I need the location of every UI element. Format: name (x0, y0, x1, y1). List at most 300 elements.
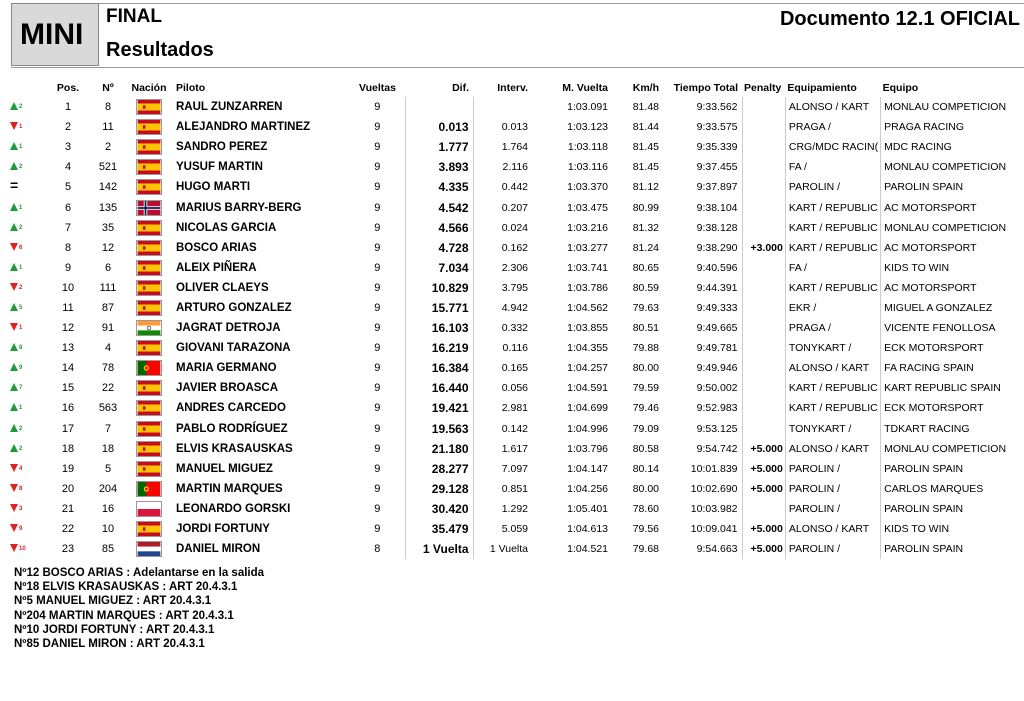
cell-nation (128, 419, 170, 439)
cell-penalty: +3.000 (742, 238, 785, 258)
cell-team: MDC RACING (881, 137, 1008, 157)
cell-total-time: 9:49.665 (696, 322, 738, 335)
cell-laps: 9 (374, 241, 381, 254)
cell-number: 16 (88, 499, 128, 519)
table-row (8, 258, 1008, 278)
document-number: Documento 12.1 OFICIAL (779, 8, 1020, 30)
category-logo-text: MINI (20, 18, 84, 51)
cell-interval: 1.292 (473, 499, 532, 519)
spain-flag-icon (136, 181, 162, 193)
cell-number: 18 (101, 442, 115, 455)
race-notes (14, 566, 264, 651)
spain-flag-icon (136, 422, 162, 434)
cell-number: 91 (101, 322, 115, 335)
cell-diff: 19.421 (405, 398, 473, 418)
cell-team: PAROLIN SPAIN (881, 499, 1008, 519)
cell-diff: 29.128 (405, 479, 473, 499)
document-header (0, 0, 1024, 68)
cell-speed: 79.56 (632, 523, 659, 536)
position-down-icon (10, 283, 18, 291)
cell-driver: JORDI FORTUNY (176, 523, 270, 536)
spain-flag-icon (136, 382, 162, 394)
cell-penalty (742, 318, 785, 338)
cell-team: ECK MOTORSPORT (884, 402, 984, 415)
cell-laps: 9 (374, 322, 381, 335)
position-up-icon (10, 383, 18, 391)
cell-movement (8, 419, 48, 439)
col-laps: Vueltas (359, 81, 396, 94)
position-up-icon (10, 444, 18, 452)
cell-movement (8, 398, 48, 418)
cell-diff: 35.479 (405, 519, 473, 539)
cell-best-lap: 1:04.355 (532, 338, 612, 358)
cell-equipment: KART / REPUBLIC (785, 398, 880, 418)
position-down-icon (10, 464, 18, 472)
position-change-count: 1 (19, 204, 23, 211)
cell-number: 204 (98, 482, 118, 495)
cell-speed: 81.45 (632, 161, 659, 174)
cell-nation (128, 378, 170, 398)
cell-interval (473, 97, 532, 117)
position-up-icon (10, 162, 18, 170)
cell-speed: 81.45 (612, 137, 663, 157)
cell-best-lap: 1:03.116 (567, 161, 608, 174)
cell-team: PAROLIN SPAIN (881, 177, 1008, 197)
cell-driver: ANDRES CARCEDO (176, 402, 286, 415)
cell-interval: 0.056 (473, 378, 532, 398)
cell-interval: 0.332 (501, 322, 528, 335)
position-change-count: 8 (19, 345, 23, 352)
cell-best-lap: 1:04.591 (532, 378, 612, 398)
position-down-icon (10, 122, 18, 130)
cell-laps: 9 (350, 459, 405, 479)
cell-diff: 4.542 (405, 197, 473, 217)
cell-number: 12 (101, 241, 115, 254)
position-down-icon (10, 243, 18, 251)
cell-interval: 7.097 (473, 459, 532, 479)
cell-equipment: CRG/MDC RACIN( (785, 137, 880, 157)
cell-speed: 79.09 (612, 419, 663, 439)
cell-movement (8, 137, 48, 157)
session-subtitle: Resultados (106, 39, 214, 61)
cell-number: 78 (101, 362, 115, 375)
table-row (8, 238, 1008, 258)
india-flag-icon (136, 322, 162, 334)
cell-interval: 0.142 (473, 419, 532, 439)
cell-interval: 2.116 (502, 161, 528, 174)
norway-flag-icon (136, 201, 162, 213)
cell-laps: 9 (374, 201, 381, 214)
header-bottom-rule (11, 67, 1024, 68)
cell-interval: 0.851 (501, 482, 528, 495)
cell-total-time: 9:37.455 (696, 161, 738, 174)
cell-movement (8, 358, 48, 378)
cell-penalty (742, 197, 785, 217)
cell-interval: 0.442 (473, 177, 532, 197)
cell-pos: 1 (48, 97, 88, 117)
cell-total-time: 9:33.562 (663, 97, 742, 117)
position-up-icon (10, 403, 18, 411)
cell-pos: 17 (48, 419, 88, 439)
table-row (8, 398, 1008, 418)
cell-equipment: PAROLIN / (785, 459, 880, 479)
position-change-count: 1 (19, 264, 23, 271)
cell-interval: 0.207 (501, 201, 528, 214)
position-change-count: 1 (19, 405, 23, 412)
cell-speed: 80.99 (632, 201, 659, 214)
cell-equipment: KART / REPUBLIC (785, 218, 880, 238)
spain-flag-icon (136, 222, 162, 234)
cell-movement (8, 117, 48, 137)
cell-movement (8, 318, 48, 338)
cell-diff: 16.103 (405, 318, 473, 338)
cell-diff: 3.893 (405, 157, 473, 177)
cell-pos: 6 (64, 201, 72, 214)
note-line: Nº204 MARTIN MARQUES : ART 20.4.3.1 (14, 609, 234, 622)
cell-number: 521 (98, 161, 118, 174)
cell-movement (8, 278, 48, 298)
table-row (8, 358, 1008, 378)
cell-penalty (742, 338, 785, 358)
cell-best-lap: 1:03.475 (567, 201, 608, 214)
cell-diff: 0.013 (405, 117, 473, 137)
cell-number: 22 (88, 378, 128, 398)
cell-number: 87 (88, 298, 128, 318)
spain-flag-icon (136, 443, 162, 455)
cell-nation (128, 197, 170, 217)
cell-driver: ELVIS KRASAUSKAS (176, 442, 293, 455)
position-change-count: 2 (19, 425, 23, 432)
cell-equipment: PAROLIN / (785, 177, 880, 197)
cell-driver: YUSUF MARTIN (176, 161, 263, 174)
cell-total-time: 9:38.128 (663, 218, 742, 238)
cell-speed: 79.88 (612, 338, 663, 358)
cell-laps: 9 (350, 177, 405, 197)
cell-equipment: FA / (785, 258, 880, 278)
cell-diff: 28.277 (405, 459, 473, 479)
cell-best-lap: 1:05.401 (532, 499, 612, 519)
cell-nation (128, 238, 170, 258)
cell-speed: 80.00 (632, 482, 659, 495)
cell-best-lap: 1:03.741 (532, 258, 612, 278)
cell-equipment: KART / REPUBLIC (785, 238, 880, 258)
cell-pos: 18 (61, 442, 75, 455)
cell-speed: 81.48 (612, 97, 663, 117)
cell-laps: 9 (374, 402, 381, 415)
cell-team: AC MOTORSPORT (884, 201, 977, 214)
cell-nation (128, 439, 170, 459)
cell-team: MONLAU COMPETICION (884, 161, 1007, 174)
note-line: Nº18 ELVIS KRASAUSKAS : ART 20.4.3.1 (14, 581, 238, 594)
col-penalty: Penalty (744, 81, 782, 94)
cell-driver: MANUEL MIGUEZ (170, 459, 350, 479)
cell-diff: 21.180 (405, 439, 473, 459)
spain-flag-icon (136, 282, 162, 294)
cell-nation (128, 318, 170, 338)
netherlands-flag-icon (136, 543, 162, 555)
cell-equipment: TONYKART / (785, 338, 880, 358)
cell-penalty (742, 97, 785, 117)
cell-total-time: 9:54.742 (696, 442, 738, 455)
position-change-count: 2 (19, 284, 23, 291)
cell-movement (8, 519, 48, 539)
cell-team: MONLAU COMPETICION (881, 97, 1008, 117)
cell-equipment: ALONSO / KART (785, 439, 880, 459)
category-logo (11, 3, 99, 66)
cell-pos: 3 (48, 137, 88, 157)
cell-laps: 9 (350, 378, 405, 398)
cell-team: VICENTE FENOLLOSA (884, 322, 996, 335)
cell-equipment: KART / REPUBLIC (785, 278, 880, 298)
cell-driver: ALEJANDRO MARTINEZ (176, 121, 311, 134)
position-up-icon (10, 102, 18, 110)
col-interval: Interv. (497, 81, 528, 94)
cell-number: 5 (88, 459, 128, 479)
cell-interval: 1 Vuelta (473, 539, 532, 559)
cell-nation (128, 218, 170, 238)
cell-number: 563 (98, 402, 118, 415)
position-change-count: 5 (19, 304, 23, 311)
cell-number: 35 (88, 218, 128, 238)
cell-driver: MARTIN MARQUES (176, 482, 283, 495)
position-up-icon (10, 343, 18, 351)
cell-penalty (742, 499, 785, 519)
cell-speed: 79.68 (612, 539, 663, 559)
cell-driver: HUGO MARTI (170, 177, 350, 197)
cell-driver: JAGRAT DETROJA (176, 322, 281, 335)
cell-number: 142 (88, 177, 128, 197)
cell-driver: BOSCO ARIAS (176, 241, 257, 254)
cell-team: TDKART RACING (881, 419, 1008, 439)
cell-laps: 9 (374, 482, 381, 495)
cell-nation (128, 298, 170, 318)
cell-best-lap: 1:03.091 (532, 97, 612, 117)
col-driver: Piloto (176, 81, 206, 94)
cell-speed: 81.12 (612, 177, 663, 197)
cell-team: KIDS TO WIN (884, 523, 950, 536)
cell-nation (128, 278, 170, 298)
position-change-count: 1 (19, 144, 23, 151)
col-speed: Km/h (632, 81, 659, 94)
spain-flag-icon (136, 402, 162, 414)
cell-penalty (742, 177, 785, 197)
position-down-icon (10, 484, 18, 492)
cell-total-time: 10:09.041 (690, 523, 738, 536)
cell-laps: 9 (374, 442, 381, 455)
cell-diff (405, 97, 473, 117)
cell-diff: 10.829 (405, 278, 473, 298)
table-row (8, 439, 1008, 459)
cell-diff: 1 Vuelta (405, 539, 473, 559)
cell-best-lap: 1:04.996 (532, 419, 612, 439)
position-down-icon (10, 524, 18, 532)
spain-flag-icon (136, 242, 162, 254)
cell-team: AC MOTORSPORT (884, 241, 977, 254)
cell-equipment: PAROLIN / (785, 539, 880, 559)
position-change-count: 10 (19, 546, 26, 553)
cell-best-lap: 1:04.699 (567, 402, 608, 415)
cell-best-lap: 1:03.118 (532, 137, 612, 157)
note-line: Nº5 MANUEL MIGUEZ : ART 20.4.3.1 (14, 595, 212, 608)
cell-equipment: ALONSO / KART (785, 97, 880, 117)
position-change-count: 2 (19, 224, 23, 231)
cell-diff: 1.777 (405, 137, 473, 157)
cell-best-lap: 1:04.562 (532, 298, 612, 318)
cell-interval: 0.024 (473, 218, 532, 238)
note-line: Nº85 DANIEL MIRON : ART 20.4.3.1 (14, 638, 205, 651)
position-up-icon (10, 223, 18, 231)
cell-team: PAROLIN SPAIN (881, 539, 1008, 559)
cell-number: 10 (101, 523, 115, 536)
cell-laps: 8 (350, 539, 405, 559)
spain-flag-icon (136, 141, 162, 153)
cell-speed: 80.00 (632, 362, 659, 375)
cell-movement (8, 539, 48, 559)
position-up-icon (10, 363, 18, 371)
position-change-count: 3 (19, 505, 23, 512)
cell-penalty: +5.000 (742, 519, 785, 539)
cell-diff: 19.563 (405, 419, 473, 439)
cell-nation (128, 177, 170, 197)
spain-flag-icon (136, 161, 162, 173)
cell-movement (8, 258, 48, 278)
cell-pos: 5 (48, 177, 88, 197)
cell-pos: 22 (61, 523, 75, 536)
table-row (8, 378, 1008, 398)
cell-laps: 9 (374, 121, 381, 134)
cell-penalty (742, 137, 785, 157)
cell-team: PRAGA RACING (884, 121, 965, 134)
cell-penalty (742, 258, 785, 278)
cell-team: ECK MOTORSPORT (881, 338, 1008, 358)
col-movement (8, 78, 48, 97)
cell-total-time: 9:53.125 (663, 419, 742, 439)
cell-penalty (742, 298, 785, 318)
cell-number: 11 (102, 121, 114, 134)
portugal-flag-icon (136, 362, 162, 374)
no-change-icon: = (10, 177, 19, 194)
cell-speed: 79.46 (632, 402, 659, 415)
cell-laps: 9 (350, 258, 405, 278)
cell-team: MONLAU COMPETICION (884, 442, 1007, 455)
note-line: Nº12 BOSCO ARIAS : Adelantarse en la salida (14, 567, 265, 579)
table-row (8, 318, 1008, 338)
cell-interval: 0.116 (473, 338, 532, 358)
position-change-count: 9 (19, 526, 23, 533)
cell-total-time: 9:54.663 (663, 539, 742, 559)
position-down-icon (10, 544, 18, 552)
poland-flag-icon (136, 503, 162, 515)
cell-best-lap: 1:04.256 (567, 482, 608, 495)
position-up-icon (10, 203, 18, 211)
cell-nation (128, 499, 170, 519)
cell-nation (128, 539, 170, 559)
cell-pos: 15 (48, 378, 88, 398)
cell-best-lap: 1:03.123 (567, 121, 608, 134)
cell-total-time: 9:35.339 (663, 137, 742, 157)
cell-total-time: 10:03.982 (663, 499, 742, 519)
table-header-row (8, 78, 1008, 97)
position-change-count: 6 (19, 244, 23, 251)
table-row (8, 117, 1008, 137)
cell-speed: 81.32 (612, 218, 663, 238)
cell-nation (128, 398, 170, 418)
portugal-flag-icon (136, 483, 162, 495)
cell-speed: 79.59 (612, 378, 663, 398)
position-change-count: 1 (19, 325, 23, 332)
spain-flag-icon (136, 523, 162, 535)
cell-best-lap: 1:03.370 (532, 177, 612, 197)
cell-equipment: PAROLIN / (785, 499, 880, 519)
table-row (8, 479, 1008, 499)
cell-movement (8, 338, 48, 358)
cell-pos: 14 (61, 362, 75, 375)
cell-diff: 16.219 (405, 338, 473, 358)
cell-interval: 4.942 (473, 298, 532, 318)
cell-total-time: 10:01.839 (663, 459, 742, 479)
cell-equipment: PAROLIN / (785, 479, 880, 499)
cell-nation (128, 479, 170, 499)
position-up-icon (10, 142, 18, 150)
cell-movement (8, 298, 48, 318)
cell-number: 7 (88, 419, 128, 439)
cell-equipment: PRAGA / (785, 318, 880, 338)
cell-team: KIDS TO WIN (881, 258, 1008, 278)
cell-team: KART REPUBLIC SPAIN (881, 378, 1008, 398)
cell-movement (8, 479, 48, 499)
cell-laps: 9 (374, 362, 381, 375)
cell-penalty: +5.000 (742, 539, 785, 559)
cell-laps: 9 (350, 298, 405, 318)
cell-driver: SANDRO PEREZ (170, 137, 350, 157)
cell-diff: 4.728 (405, 238, 473, 258)
spain-flag-icon (136, 302, 162, 314)
cell-total-time: 9:49.781 (663, 338, 742, 358)
cell-penalty (742, 117, 785, 137)
cell-nation (128, 97, 170, 117)
cell-driver: NICOLAS GARCIA (170, 218, 350, 238)
cell-total-time: 9:52.983 (696, 402, 738, 415)
cell-equipment: ALONSO / KART (785, 519, 880, 539)
cell-total-time: 9:49.946 (696, 362, 738, 375)
spain-flag-icon (136, 463, 162, 475)
cell-number: 4 (88, 338, 128, 358)
cell-pos: 7 (48, 218, 88, 238)
cell-best-lap: 1:04.521 (532, 539, 612, 559)
spain-flag-icon (136, 342, 162, 354)
cell-speed: 80.58 (632, 442, 659, 455)
position-change-count: 7 (19, 385, 23, 392)
cell-equipment: KART / REPUBLIC (785, 378, 880, 398)
cell-nation (128, 117, 170, 137)
cell-pos: 12 (61, 322, 75, 335)
cell-driver: OLIVER CLAEYS (176, 281, 269, 294)
cell-speed: 80.14 (612, 459, 663, 479)
table-row (8, 539, 1008, 559)
col-best-lap: M. Vuelta (562, 81, 608, 94)
table-row (8, 177, 1008, 197)
table-row (8, 298, 1008, 318)
cell-nation (128, 157, 170, 177)
results-table (8, 78, 1008, 559)
cell-driver: MARIUS BARRY-BERG (176, 201, 302, 214)
cell-best-lap: 1:03.277 (567, 241, 608, 254)
cell-pos: 21 (48, 499, 88, 519)
cell-team: MONLAU COMPETICION (881, 218, 1008, 238)
cell-driver: DANIEL MIRON (170, 539, 350, 559)
cell-best-lap: 1:04.147 (532, 459, 612, 479)
cell-penalty: +5.000 (742, 459, 785, 479)
